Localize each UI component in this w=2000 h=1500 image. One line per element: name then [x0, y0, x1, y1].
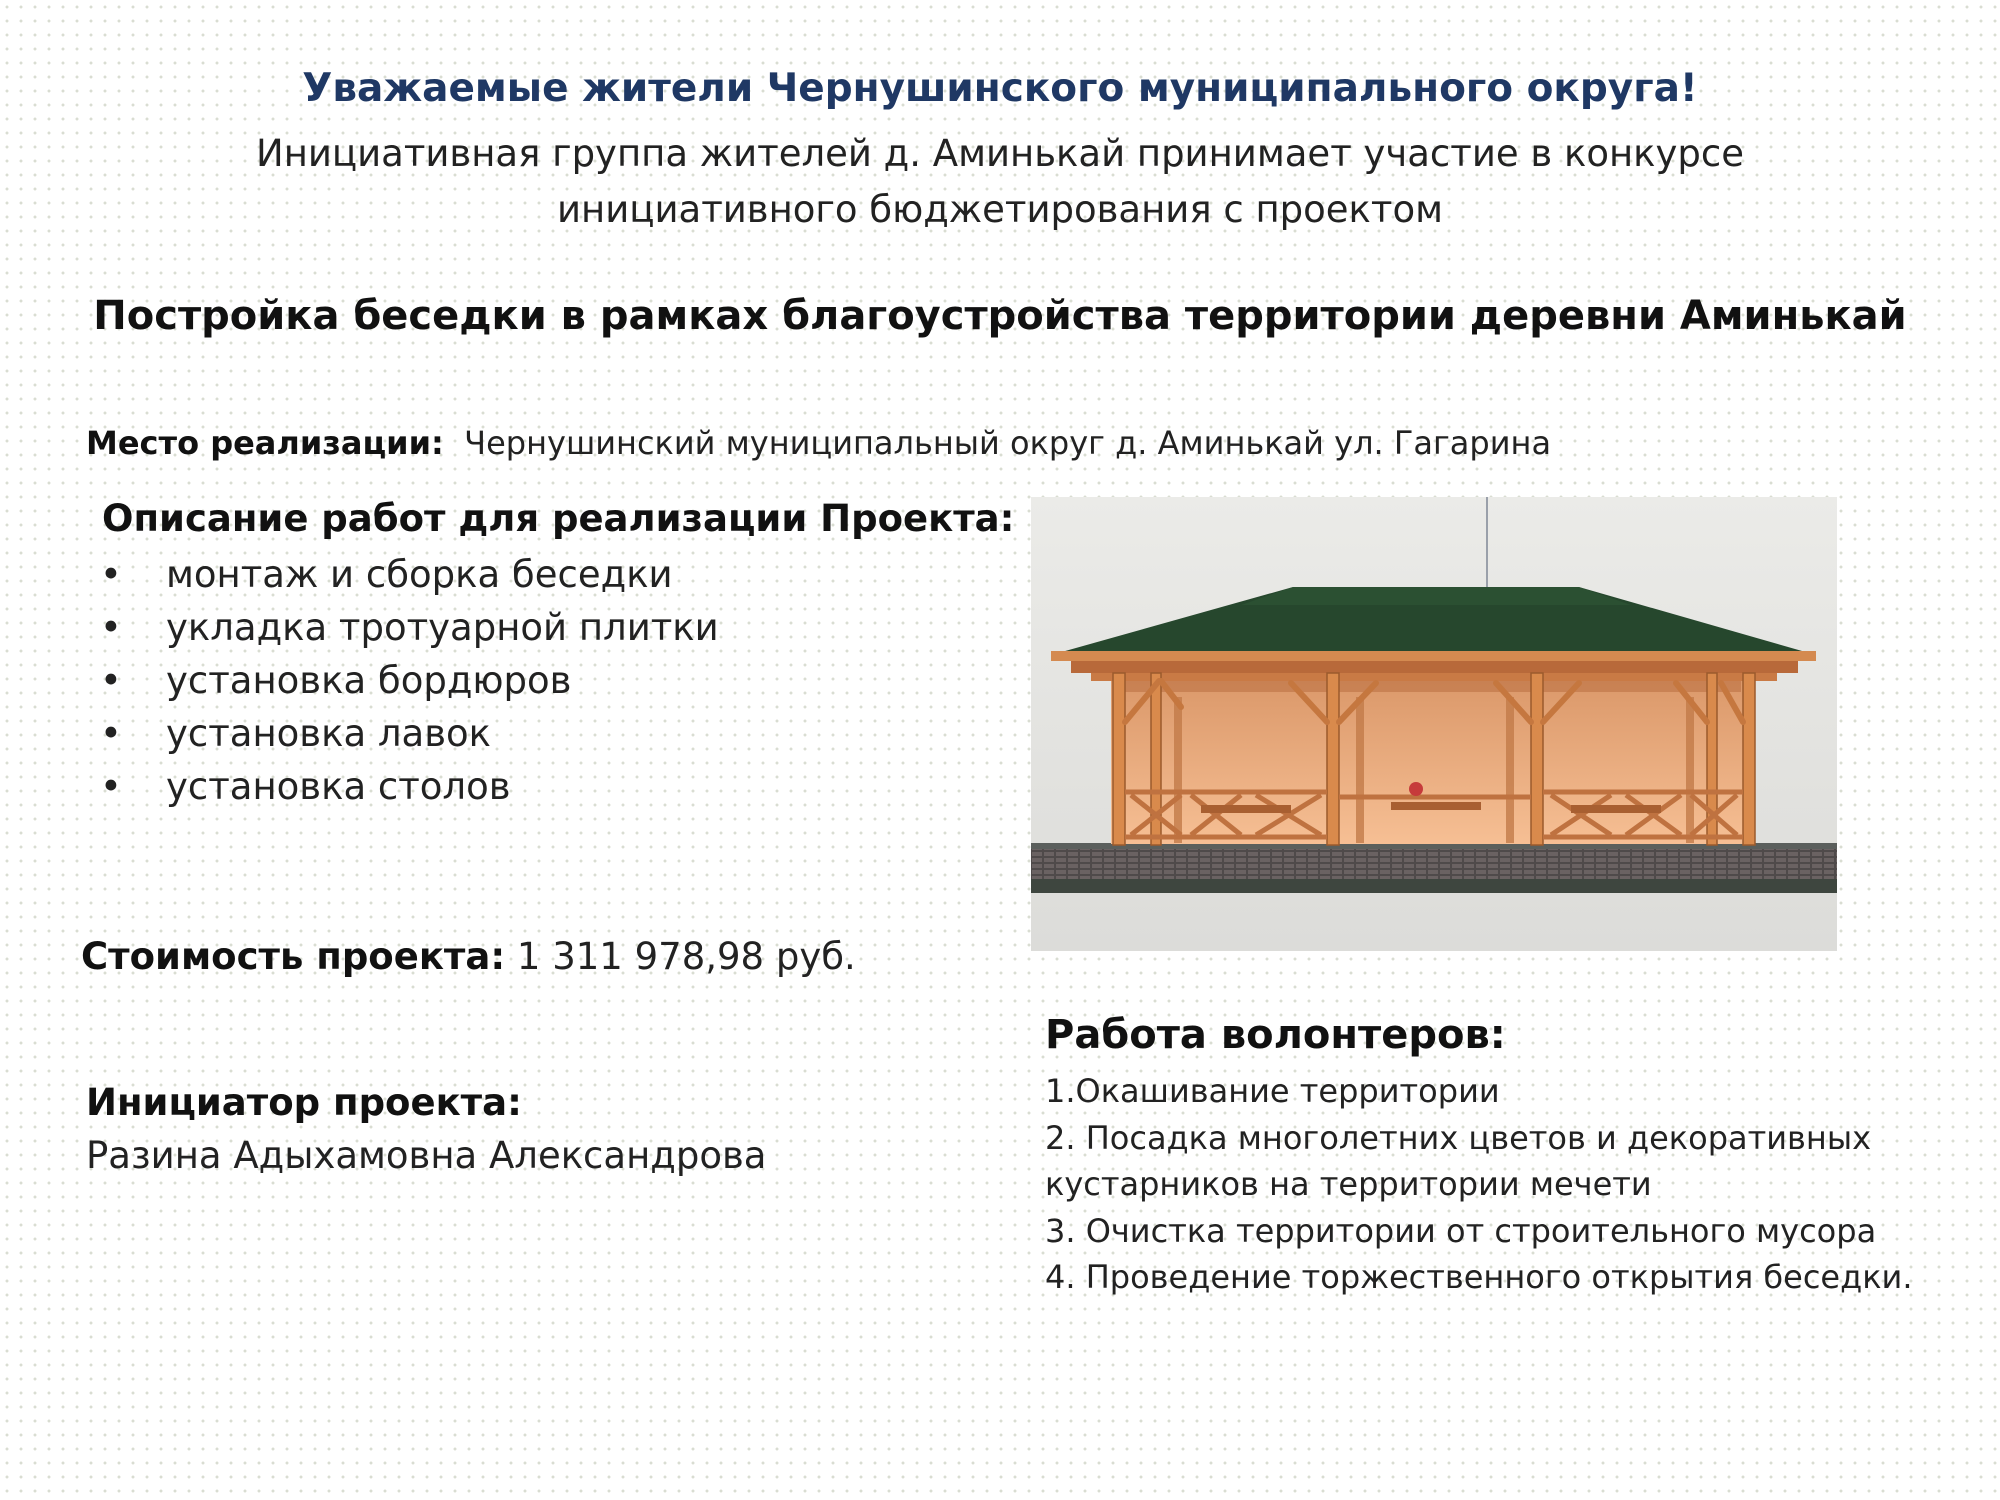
bullet: • [100, 606, 122, 649]
location-value: Чернушинский муниципальный округ д. Аминькай ул. Гагарина [464, 424, 1552, 462]
project-title: Постройка беседки в рамках благоустройства территории деревни Аминькай [93, 293, 1907, 339]
volunteers-list [1045, 1068, 1985, 1301]
works-list [100, 550, 719, 815]
intro-text: Инициативная группа жителей д. Аминькай принимает участие в конкурсе инициативного бюджетирования с проектом [256, 132, 1744, 231]
works-title: Описание работ для реализации Проекта: [102, 497, 1015, 540]
list-item [100, 709, 719, 762]
initiator-name: Разина Адыхамовна Александрова [86, 1134, 767, 1177]
volunteers-title: Работа волонтеров: [1045, 1012, 1506, 1058]
volunteer-item: 2. Посадка многолетних цветов и декоративных кустарников на территории мечети [1045, 1118, 1872, 1203]
location-label: Место реализации: [86, 424, 444, 462]
list-item-text: монтаж и сборка беседки [166, 553, 673, 596]
volunteer-item: 1.Окашивание территории [1045, 1072, 1500, 1110]
list-item-text: укладка тротуарной плитки [166, 606, 719, 649]
list-item [100, 762, 719, 815]
cost-value: 1 311 978,98 руб. [516, 935, 856, 978]
bullet: • [100, 712, 122, 755]
cost-label: Стоимость проекта: [81, 935, 506, 978]
cost [81, 935, 856, 978]
list-item [100, 550, 719, 603]
list-item [100, 656, 719, 709]
bullet: • [100, 765, 122, 808]
initiator-label: Инициатор проекта: [86, 1081, 522, 1124]
bullet: • [100, 659, 122, 702]
bullet: • [100, 553, 122, 596]
volunteer-item: 3. Очистка территории от строительного мусора [1045, 1211, 1877, 1250]
gazebo-image [1031, 497, 1837, 951]
list-item-text: установка лавок [166, 712, 491, 755]
heading: Уважаемые жители Чернушинского муниципального округа! [302, 66, 1698, 111]
list-item-text: установка столов [166, 765, 511, 808]
list-item-text: установка бордюров [166, 659, 572, 702]
volunteer-item: 4. Проведение торжественного открытия беседки. [1045, 1258, 1913, 1296]
location [86, 424, 1551, 462]
list-item [100, 603, 719, 656]
